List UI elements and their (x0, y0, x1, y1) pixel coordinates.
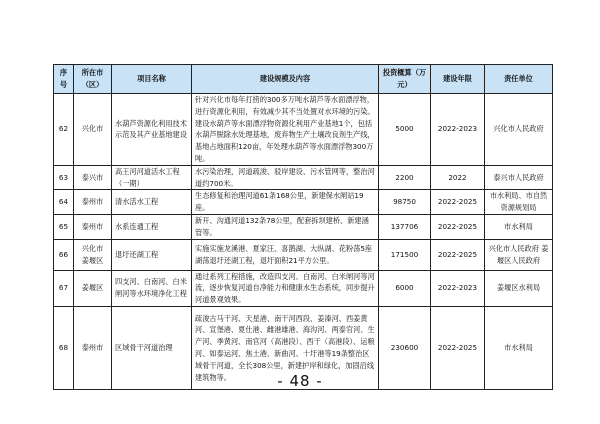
cell-no: 64 (54, 190, 74, 215)
table-row (54, 270, 553, 306)
header-scope: 建设规模及内容 (192, 65, 379, 94)
page-number: - 48 - (277, 372, 323, 390)
cell-name: 水系连通工程 (112, 214, 192, 239)
table-row (54, 239, 553, 270)
cell-city: 泰兴市 (74, 165, 112, 190)
cell-city: 泰州市 (74, 214, 112, 239)
header-name: 项目名称 (112, 65, 192, 94)
cell-investment: 230600 (379, 306, 431, 389)
table-row (54, 214, 553, 239)
cell-city: 泰州市 (74, 190, 112, 215)
cell-unit: 市水利局 (485, 214, 553, 239)
cell-no: 67 (54, 270, 74, 306)
cell-unit: 姜堰区水利局 (485, 270, 553, 306)
cell-no: 68 (54, 306, 74, 389)
header-unit: 责任单位 (485, 65, 553, 94)
cell-years: 2022 (431, 165, 485, 190)
cell-investment: 6000 (379, 270, 431, 306)
cell-years: 2022-2023 (431, 270, 485, 306)
cell-name: 退圩还湖工程 (112, 239, 192, 270)
table-row (54, 190, 553, 215)
cell-city: 兴化市 (74, 94, 112, 166)
cell-no: 65 (54, 214, 74, 239)
cell-scope: 疏浚古马干河、天星港、南干河西段、姜溱河、西姜黄河、宣堡港、夏仕港、雌港雄港、海沟河、两泰官河、生产河、季黄河、南官河（高港段）、西干（高港段）、运粮河、如泰运河、焦土港、新曲河、十圩港等19条整治区域骨干河道，全长308公里，新建护岸和绿化，加固沿线建筑物等。 (192, 306, 379, 389)
cell-years: 2022-2025 (431, 190, 485, 215)
cell-investment: 137706 (379, 214, 431, 239)
cell-unit: 兴化市人民政府 姜堰区人民政府 (485, 239, 553, 270)
cell-years: 2022-2025 (431, 239, 485, 270)
cell-scope: 水污染治理，河道疏浚、驳岸建设、污水管网等，整治河道约700米。 (192, 165, 379, 190)
cell-investment: 5000 (379, 94, 431, 166)
header-investment: 投资概算（万元） (379, 65, 431, 94)
cell-name: 清水活水工程 (112, 190, 192, 215)
cell-years: 2022-2025 (431, 306, 485, 389)
cell-investment: 171500 (379, 239, 431, 270)
project-table (53, 64, 553, 390)
table-header-row (54, 65, 553, 94)
cell-unit: 兴化市人民政府 (485, 94, 553, 166)
cell-no: 62 (54, 94, 74, 166)
cell-unit: 泰兴市人民政府 (485, 165, 553, 190)
cell-scope: 生态修复和治理河道61条168公里，新建保水闸站19座。 (192, 190, 379, 215)
table-row (54, 165, 553, 190)
cell-no: 63 (54, 165, 74, 190)
cell-unit: 市水利局、市自然资源规划局 (485, 190, 553, 215)
cell-scope: 针对兴化市每年打捞的300多万吨水葫芦等水面漂浮物，进行资源化利用，有效减少其不当处置对水环境的污染。建设水葫芦等水面漂浮物资源化利用产业基地1个，包括水葫芦脱除水处理基地，废弃物生产土壤改良剂生产线，基地占地面积120亩，年处理水葫芦等水面漂浮物300万吨。 (192, 94, 379, 166)
cell-name: 水葫芦资源化利用技术示范及其产业基地建设 (112, 94, 192, 166)
cell-scope: 通过系列工程措施，改造四支河、白南河、白米闸河等河流，逐步恢复河道自净能力和健康水生态系统，同步提升河道景观效果。 (192, 270, 379, 306)
table-row (54, 94, 553, 166)
cell-investment: 98750 (379, 190, 431, 215)
header-years: 建设年限 (431, 65, 485, 94)
cell-years: 2022-2025 (431, 214, 485, 239)
cell-name: 四支河、白南河、白米闸河等水环境净化工程 (112, 270, 192, 306)
cell-no: 66 (54, 239, 74, 270)
header-city: 所在市（区） (74, 65, 112, 94)
cell-name: 高王河河道活水工程（一期） (112, 165, 192, 190)
cell-scope: 实施实施龙溪港、夏家汪、喜鹊湖、大纵湖、花粉荡5座湖荡退圩还湖工程，退圩面积21平方公里。 (192, 239, 379, 270)
cell-city: 姜堰区 (74, 270, 112, 306)
cell-years: 2022-2023 (431, 94, 485, 166)
cell-name: 区域骨干河道治理 (112, 306, 192, 389)
header-no: 序号 (54, 65, 74, 94)
cell-unit: 市水利局 (485, 306, 553, 389)
cell-investment: 2200 (379, 165, 431, 190)
cell-city: 泰州市 (74, 306, 112, 389)
cell-city: 兴化市 姜堰区 (74, 239, 112, 270)
cell-scope: 新开、沟通河道132条78公里，配套拆坝建桥、新建涵管等。 (192, 214, 379, 239)
